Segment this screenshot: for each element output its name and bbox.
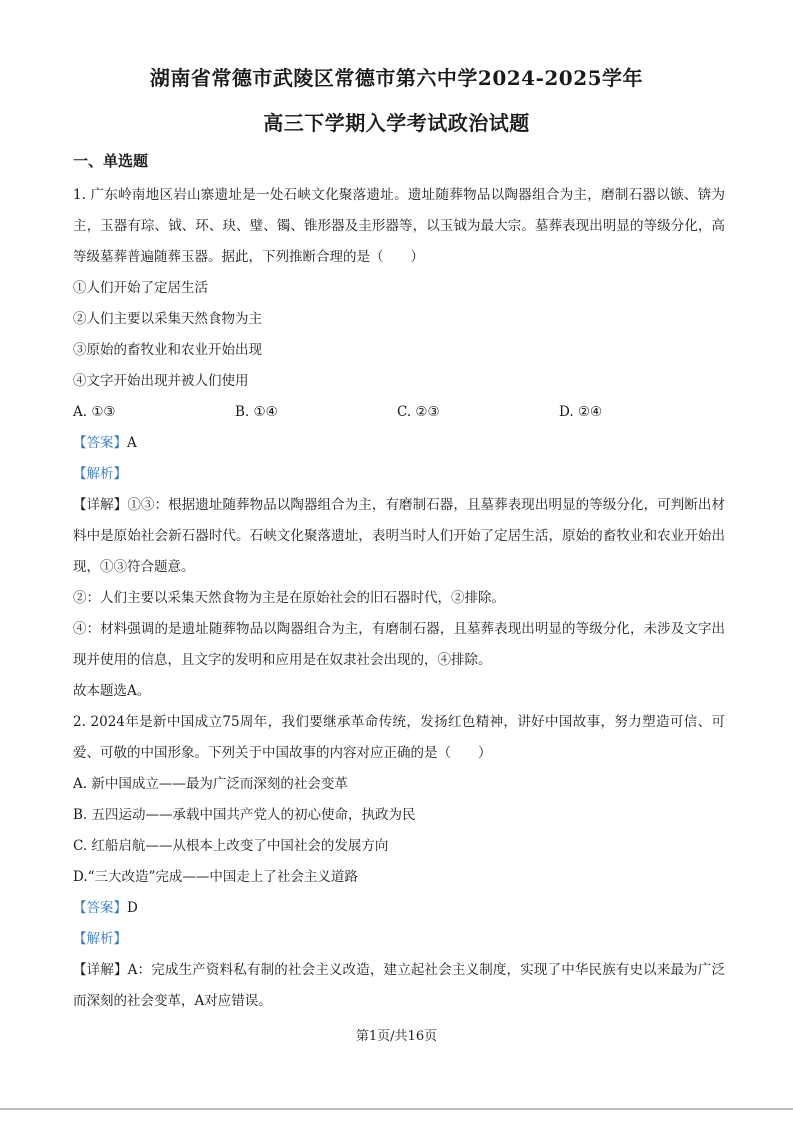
q1-options <box>73 397 725 428</box>
q1-option-c: C. ②③ <box>397 404 440 420</box>
q2-stem: 2. 2024年是新中国成立75周年，我们要继承革命传统，发扬红色精神，讲好中国故事，努力塑造可信、可爱、可敬的中国形象。下列关于中国故事的内容对应正确的是（ ） <box>73 714 725 761</box>
q1-detail <box>73 490 725 583</box>
q1-detail: 故本题选A。 <box>73 683 151 699</box>
q1-item: ②人们主要以采集天然食物为主 <box>73 311 262 327</box>
q2-answer <box>73 893 725 924</box>
detail-label: 【详解】 <box>73 962 128 978</box>
answer-label: 【答案】 <box>73 900 127 916</box>
document-title-line2: 高三下学期入学考试政治试题 <box>263 111 530 135</box>
answer-value: D <box>127 900 138 916</box>
q2-option-a: A. 新中国成立——最为广泛而深刻的社会变革 <box>73 776 348 792</box>
bottom-divider <box>0 1108 793 1110</box>
q1-item: ①人们开始了定居生活 <box>73 280 208 296</box>
q2-option-b: B. 五四运动——承载中国共产党人的初心使命，执政为民 <box>73 807 416 823</box>
analysis-label: 【解析】 <box>73 931 127 947</box>
q1-answer <box>73 428 725 459</box>
q1-item: ③原始的畜牧业和农业开始出现 <box>73 342 262 358</box>
q1-detail: ④：材料强调的是遗址随葬物品以陶器组合为主，有磨制石器，且墓葬表现出明显的等级分化，未涉及文字出现并使用的信息，且文字的发明和应用是在奴隶社会出现的，④排除。 <box>73 621 725 668</box>
q2-detail <box>73 955 725 1017</box>
q1-item: ④文字开始出现并被人们使用 <box>73 373 249 389</box>
detail-label: 【详解】 <box>73 497 128 513</box>
page-number: 第1页/共16页 <box>355 1029 438 1044</box>
detail-text: ①③：根据遗址随葬物品以陶器组合为主，有磨制石器，且墓葬表现出明显的等级分化，可判断出材料中是原始社会新石器时代。石峡文化聚落遗址，表明当时人们开始了定居生活，原始的畜牧业和农业开始出现，①③符合题意。 <box>73 497 726 575</box>
answer-value: A <box>127 435 137 451</box>
q1-option-b: B. ①④ <box>235 404 278 420</box>
q2-option-d: D.“三大改造”完成——中国走上了社会主义道路 <box>73 869 358 885</box>
q1-detail: ②：人们主要以采集天然食物为主是在原始社会的旧石器时代，②排除。 <box>73 590 505 606</box>
q1-option-d: D. ②④ <box>559 404 603 420</box>
answer-label: 【答案】 <box>73 435 127 451</box>
q1-analysis <box>73 459 725 490</box>
analysis-label: 【解析】 <box>73 466 127 482</box>
q1-stem: 1. 广东岭南地区岩山寨遗址是一处石峡文化聚落遗址。遗址随葬物品以陶器组合为主，磨制石器以镞、锛为主，玉器有琮、钺、环、玦、璧、镯、锥形器及圭形器等，以玉钺为最大宗。墓葬表现出明显的等级分化，高等级墓葬普遍随葬玉器。据此，下列推断合理的是（ ） <box>73 187 725 265</box>
questions-content <box>73 180 725 1017</box>
q1-option-a: A. ①③ <box>73 404 116 420</box>
q2-option-c: C. 红船启航——从根本上改变了中国社会的发展方向 <box>73 838 389 854</box>
q2-analysis <box>73 924 725 955</box>
section-heading: 一、单选题 <box>73 152 149 170</box>
detail-text: A：完成生产资料私有制的社会主义改造，建立起社会主义制度，实现了中华民族有史以来最为广泛而深刻的社会变革，A对应错误。 <box>73 962 726 1009</box>
document-title-line1: 湖南省常德市武陵区常德市第六中学2024-2025学年 <box>149 66 644 90</box>
